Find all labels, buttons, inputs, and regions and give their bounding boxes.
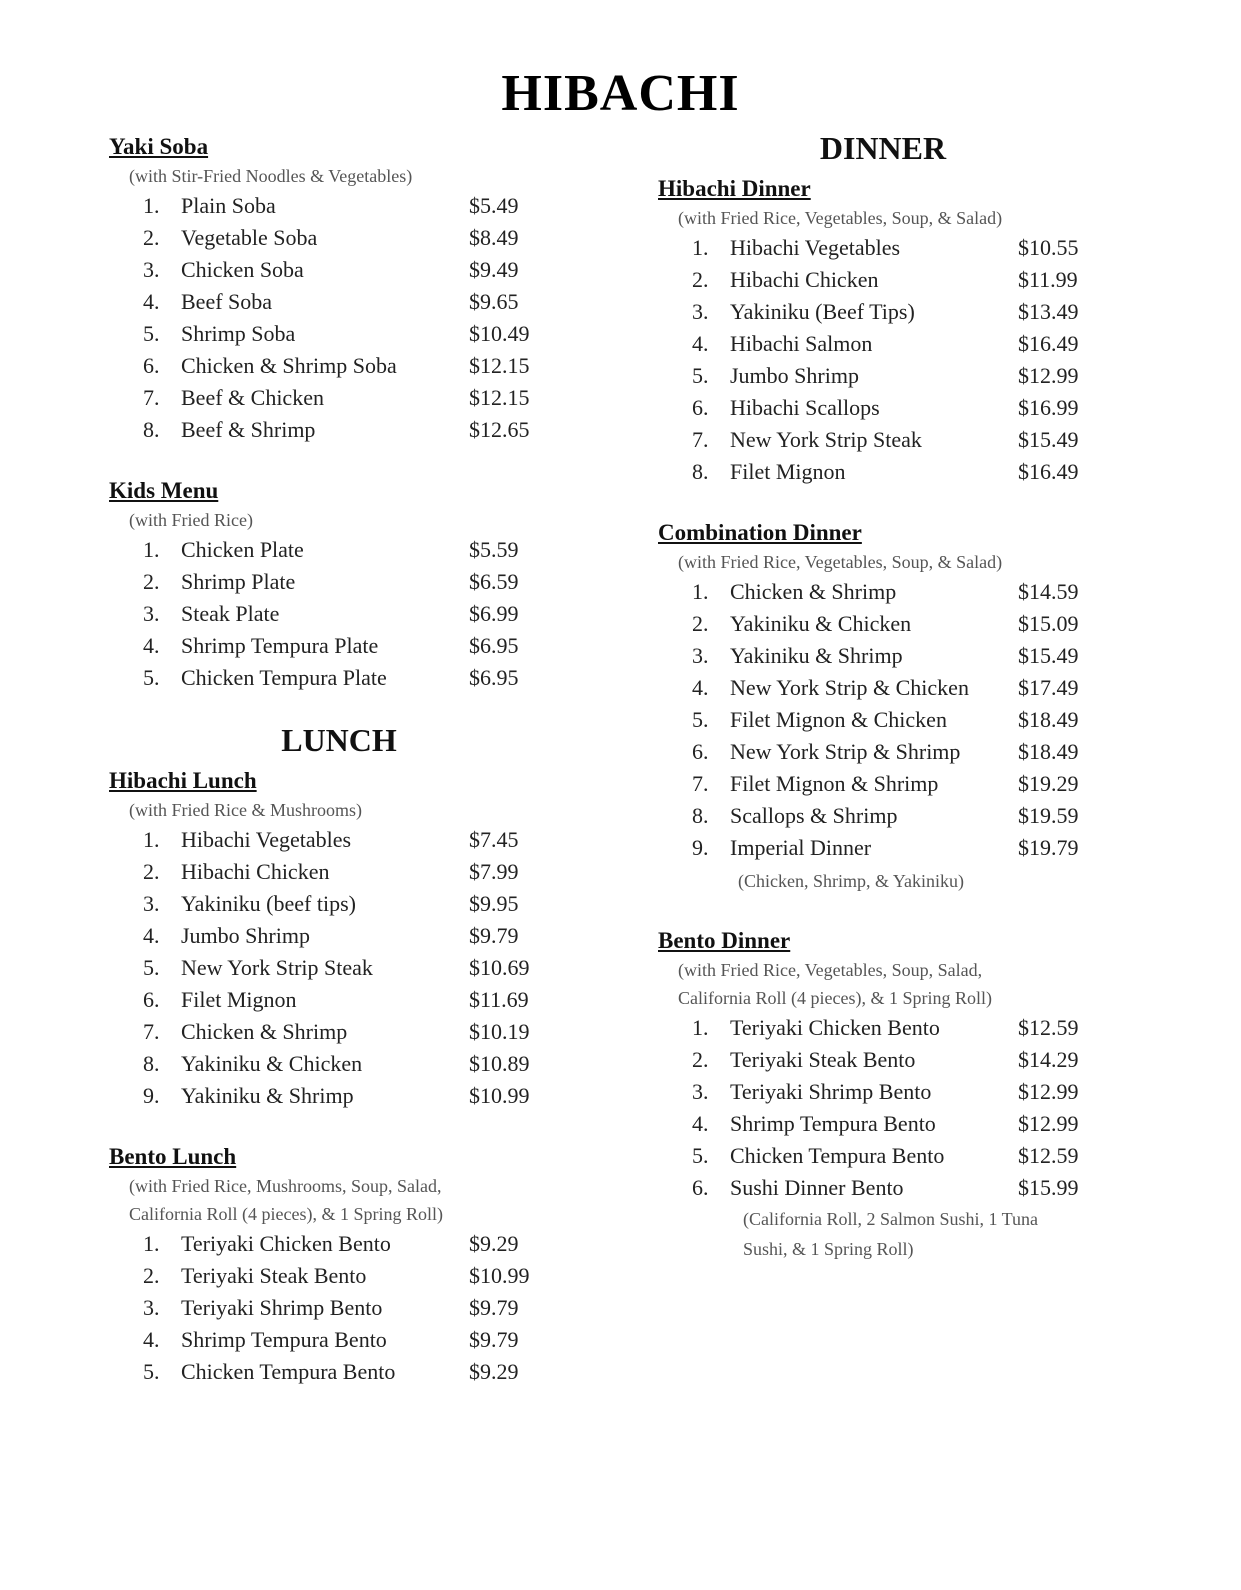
item-price: $16.49	[1018, 331, 1079, 356]
menu-item	[109, 1048, 559, 1080]
item-number: 5.	[692, 707, 709, 732]
item-price: $10.99	[469, 1083, 530, 1108]
item-number: 6.	[692, 395, 709, 420]
item-price: $7.45	[469, 827, 519, 852]
menu-item	[109, 1292, 559, 1324]
item-number: 1.	[143, 827, 160, 852]
item-list	[658, 232, 1108, 488]
menu-item	[109, 920, 559, 952]
item-list	[658, 576, 1108, 864]
menu-item	[658, 1108, 1108, 1140]
item-name: Beef & Chicken	[181, 385, 324, 410]
item-number: 7.	[692, 427, 709, 452]
item-number: 6.	[143, 353, 160, 378]
item-price: $16.99	[1018, 395, 1079, 420]
item-name: Imperial Dinner	[730, 835, 872, 860]
item-number: 3.	[692, 299, 709, 324]
item-name: Beef & Shrimp	[181, 417, 316, 442]
menu-item	[109, 824, 559, 856]
menu-item	[109, 254, 559, 286]
item-price: $12.99	[1018, 1111, 1079, 1136]
menu-item	[109, 1016, 559, 1048]
item-number: 6.	[692, 739, 709, 764]
item-number: 5.	[143, 955, 160, 980]
item-price: $5.59	[469, 537, 519, 562]
item-name: New York Strip & Chicken	[730, 675, 969, 700]
menu-item	[658, 576, 1108, 608]
item-price: $12.99	[1018, 1079, 1079, 1104]
item-number: 3.	[143, 1295, 160, 1320]
item-price: $9.79	[469, 1295, 519, 1320]
item-number: 2.	[143, 569, 160, 594]
section-title: Hibachi Dinner	[658, 176, 811, 201]
item-number: 2.	[692, 611, 709, 636]
item-number: 9.	[143, 1083, 160, 1108]
item-list	[109, 824, 559, 1112]
item-name: Hibachi Salmon	[730, 331, 873, 356]
item-price: $19.79	[1018, 835, 1079, 860]
menu-item	[658, 1076, 1108, 1108]
menu-item	[658, 232, 1108, 264]
item-number: 5.	[692, 1143, 709, 1168]
item-price: $19.59	[1018, 803, 1079, 828]
item-number: 3.	[692, 643, 709, 668]
section-note: (with Fried Rice, Vegetables, Soup, & Salad)	[678, 208, 1003, 228]
item-name: Yakiniku & Shrimp	[181, 1083, 354, 1108]
item-list	[658, 1012, 1108, 1204]
menu-item	[109, 1080, 559, 1112]
item-price: $15.49	[1018, 643, 1079, 668]
item-price: $9.79	[469, 923, 519, 948]
item-number: 8.	[692, 459, 709, 484]
item-name: Chicken Tempura Bento	[181, 1359, 396, 1384]
item-price: $18.49	[1018, 707, 1079, 732]
item-price: $6.59	[469, 569, 519, 594]
item-price: $10.69	[469, 955, 530, 980]
menu-item	[658, 640, 1108, 672]
item-name: New York Strip & Shrimp	[730, 739, 961, 764]
menu-item	[109, 1324, 559, 1356]
item-name: New York Strip Steak	[730, 427, 922, 452]
menu-item	[658, 424, 1108, 456]
menu-item	[658, 456, 1108, 488]
menu-item	[109, 350, 559, 382]
item-price: $7.99	[469, 859, 519, 884]
item-name: Shrimp Tempura Plate	[181, 633, 379, 658]
combination-dinner-section	[658, 518, 1108, 896]
item-price: $9.65	[469, 289, 519, 314]
item-price: $6.99	[469, 601, 519, 626]
item-name: Hibachi Chicken	[181, 859, 330, 884]
item-name: Chicken Soba	[181, 257, 304, 282]
item-price: $15.99	[1018, 1175, 1079, 1200]
item-name: Scallops & Shrimp	[730, 803, 898, 828]
item-number: 6.	[143, 987, 160, 1012]
bento-lunch-section	[109, 1142, 559, 1388]
menu-item	[109, 222, 559, 254]
item-name: Yakiniku (beef tips)	[181, 891, 356, 916]
item-list	[109, 534, 559, 694]
item-price: $12.65	[469, 417, 530, 442]
item-price: $16.49	[1018, 459, 1079, 484]
item-number: 4.	[692, 331, 709, 356]
item-name: Teriyaki Shrimp Bento	[730, 1079, 932, 1104]
item-number: 5.	[143, 1359, 160, 1384]
item-price: $9.95	[469, 891, 519, 916]
item-price: $15.49	[1018, 427, 1079, 452]
item-name: Jumbo Shrimp	[730, 363, 859, 388]
item-name: Shrimp Plate	[181, 569, 296, 594]
menu-item	[109, 414, 559, 446]
item-price: $9.49	[469, 257, 519, 282]
item-price: $9.29	[469, 1231, 519, 1256]
item-price: $12.99	[1018, 363, 1079, 388]
item-name: Chicken Tempura Plate	[181, 665, 387, 690]
item-name: Plain Soba	[181, 193, 276, 218]
menu-item	[658, 296, 1108, 328]
item-number: 3.	[692, 1079, 709, 1104]
item-name: Teriyaki Steak Bento	[181, 1263, 367, 1288]
item-name: Hibachi Vegetables	[730, 235, 901, 260]
item-number: 4.	[143, 1327, 160, 1352]
menu-item	[658, 360, 1108, 392]
imperial-dinner-note: (Chicken, Shrimp, & Yakiniku)	[738, 871, 965, 891]
item-number: 3.	[143, 257, 160, 282]
section-title: Hibachi Lunch	[109, 768, 257, 793]
item-price: $10.99	[469, 1263, 530, 1288]
item-price: $10.55	[1018, 235, 1079, 260]
item-name: Shrimp Tempura Bento	[730, 1111, 936, 1136]
menu-item	[109, 952, 559, 984]
item-price: $12.59	[1018, 1015, 1079, 1040]
item-name: Chicken Plate	[181, 537, 304, 562]
item-name: Hibachi Vegetables	[181, 827, 352, 852]
section-note: (with Fried Rice)	[129, 510, 253, 530]
item-price: $15.09	[1018, 611, 1079, 636]
item-price: $9.79	[469, 1327, 519, 1352]
menu-item	[109, 1228, 559, 1260]
menu-item	[658, 672, 1108, 704]
menu-item	[109, 984, 559, 1016]
item-price: $10.19	[469, 1019, 530, 1044]
item-number: 4.	[692, 1111, 709, 1136]
menu-item	[658, 704, 1108, 736]
item-number: 1.	[143, 193, 160, 218]
item-name: Shrimp Soba	[181, 321, 296, 346]
menu-item	[109, 382, 559, 414]
item-number: 7.	[143, 1019, 160, 1044]
menu-item	[109, 856, 559, 888]
section-note-line2: California Roll (4 pieces), & 1 Spring Roll)	[678, 988, 992, 1008]
item-price: $10.89	[469, 1051, 530, 1076]
item-name: Filet Mignon	[181, 987, 297, 1012]
bento-dinner-section	[658, 926, 1108, 1264]
item-number: 1.	[692, 579, 709, 604]
item-number: 1.	[692, 1015, 709, 1040]
item-price: $6.95	[469, 665, 519, 690]
menu-item	[658, 832, 1108, 864]
item-number: 8.	[692, 803, 709, 828]
section-note-line1: (with Fried Rice, Vegetables, Soup, Salad,	[678, 960, 983, 980]
item-name: Teriyaki Steak Bento	[730, 1047, 916, 1072]
item-number: 4.	[143, 923, 160, 948]
menu-item	[658, 1172, 1108, 1204]
menu-item	[109, 286, 559, 318]
item-name: Chicken & Shrimp	[181, 1019, 348, 1044]
item-name: Yakiniku (Beef Tips)	[730, 299, 915, 324]
item-number: 3.	[143, 601, 160, 626]
item-name: Filet Mignon	[730, 459, 846, 484]
item-number: 4.	[143, 633, 160, 658]
menu-item	[658, 392, 1108, 424]
section-note: (with Fried Rice & Mushrooms)	[129, 800, 362, 820]
item-list	[109, 190, 559, 446]
menu-item	[109, 630, 559, 662]
hibachi-lunch-section	[109, 766, 559, 1112]
section-title: Yaki Soba	[109, 134, 209, 159]
item-name: Yakiniku & Shrimp	[730, 643, 903, 668]
item-number: 9.	[692, 835, 709, 860]
section-title: Bento Lunch	[109, 1144, 237, 1169]
item-number: 1.	[692, 235, 709, 260]
sushi-bento-note-line1: (California Roll, 2 Salmon Sushi, 1 Tuna	[743, 1209, 1039, 1229]
menu-item	[658, 264, 1108, 296]
dinner-heading: DINNER	[819, 130, 947, 166]
item-number: 6.	[692, 1175, 709, 1200]
item-number: 5.	[143, 321, 160, 346]
item-name: Filet Mignon & Chicken	[730, 707, 947, 732]
section-title: Combination Dinner	[658, 520, 862, 545]
item-number: 8.	[143, 1051, 160, 1076]
menu-item	[658, 1140, 1108, 1172]
menu-item	[658, 1012, 1108, 1044]
section-title: Kids Menu	[109, 478, 219, 503]
item-name: Jumbo Shrimp	[181, 923, 310, 948]
section-note: (with Fried Rice, Vegetables, Soup, & Salad)	[678, 552, 1003, 572]
item-number: 1.	[143, 537, 160, 562]
item-name: Teriyaki Chicken Bento	[730, 1015, 940, 1040]
menu-title: HIBACHI	[501, 65, 740, 122]
menu-item	[109, 534, 559, 566]
item-number: 5.	[143, 665, 160, 690]
item-price: $14.29	[1018, 1047, 1079, 1072]
menu-item	[109, 318, 559, 350]
item-name: Teriyaki Shrimp Bento	[181, 1295, 383, 1320]
menu-item	[658, 800, 1108, 832]
item-name: Hibachi Scallops	[730, 395, 880, 420]
menu-item	[109, 566, 559, 598]
item-price: $6.95	[469, 633, 519, 658]
menu-item	[658, 1044, 1108, 1076]
section-note-line2: California Roll (4 pieces), & 1 Spring Roll)	[129, 1204, 443, 1224]
item-name: Yakiniku & Chicken	[181, 1051, 363, 1076]
item-price: $8.49	[469, 225, 519, 250]
section-note: (with Stir-Fried Noodles & Vegetables)	[129, 166, 413, 186]
item-number: 2.	[143, 1263, 160, 1288]
item-price: $12.15	[469, 353, 530, 378]
item-price: $12.15	[469, 385, 530, 410]
item-price: $14.59	[1018, 579, 1079, 604]
menu-item	[109, 190, 559, 222]
menu-item	[109, 1260, 559, 1292]
item-number: 2.	[692, 267, 709, 292]
item-price: $9.29	[469, 1359, 519, 1384]
item-name: Sushi Dinner Bento	[730, 1175, 904, 1200]
item-number: 2.	[692, 1047, 709, 1072]
lunch-heading: LUNCH	[281, 722, 397, 758]
item-name: Chicken & Shrimp Soba	[181, 353, 397, 378]
item-name: Yakiniku & Chicken	[730, 611, 912, 636]
item-name: Vegetable Soba	[181, 225, 318, 250]
section-note-line1: (with Fried Rice, Mushrooms, Soup, Salad,	[129, 1176, 442, 1196]
item-number: 3.	[143, 891, 160, 916]
menu-item	[658, 328, 1108, 360]
item-price: $5.49	[469, 193, 519, 218]
item-price: $18.49	[1018, 739, 1079, 764]
yaki-soba-section	[109, 132, 559, 446]
item-number: 7.	[692, 771, 709, 796]
item-price: $10.49	[469, 321, 530, 346]
item-number: 7.	[143, 385, 160, 410]
item-number: 4.	[143, 289, 160, 314]
menu-item	[109, 598, 559, 630]
item-name: Beef Soba	[181, 289, 273, 314]
menu-item	[658, 768, 1108, 800]
item-name: New York Strip Steak	[181, 955, 373, 980]
sushi-bento-note-line2: Sushi, & 1 Spring Roll)	[743, 1239, 914, 1259]
menu-item	[109, 888, 559, 920]
item-name: Teriyaki Chicken Bento	[181, 1231, 391, 1256]
menu-item	[658, 608, 1108, 640]
kids-menu-section	[109, 476, 559, 694]
item-price: $11.99	[1018, 267, 1078, 292]
item-price: $17.49	[1018, 675, 1079, 700]
menu-item	[658, 736, 1108, 768]
menu-item	[109, 662, 559, 694]
item-name: Chicken Tempura Bento	[730, 1143, 945, 1168]
item-number: 8.	[143, 417, 160, 442]
item-number: 5.	[692, 363, 709, 388]
item-number: 1.	[143, 1231, 160, 1256]
item-list	[109, 1228, 559, 1388]
item-name: Steak Plate	[181, 601, 280, 626]
section-title: Bento Dinner	[658, 928, 791, 953]
item-price: $13.49	[1018, 299, 1079, 324]
hibachi-dinner-section	[658, 174, 1108, 488]
item-price: $12.59	[1018, 1143, 1079, 1168]
item-name: Shrimp Tempura Bento	[181, 1327, 387, 1352]
item-name: Hibachi Chicken	[730, 267, 879, 292]
item-name: Filet Mignon & Shrimp	[730, 771, 939, 796]
item-name: Chicken & Shrimp	[730, 579, 897, 604]
menu-item	[109, 1356, 559, 1388]
item-number: 2.	[143, 225, 160, 250]
item-number: 2.	[143, 859, 160, 884]
item-number: 4.	[692, 675, 709, 700]
item-price: $19.29	[1018, 771, 1079, 796]
item-price: $11.69	[469, 987, 529, 1012]
